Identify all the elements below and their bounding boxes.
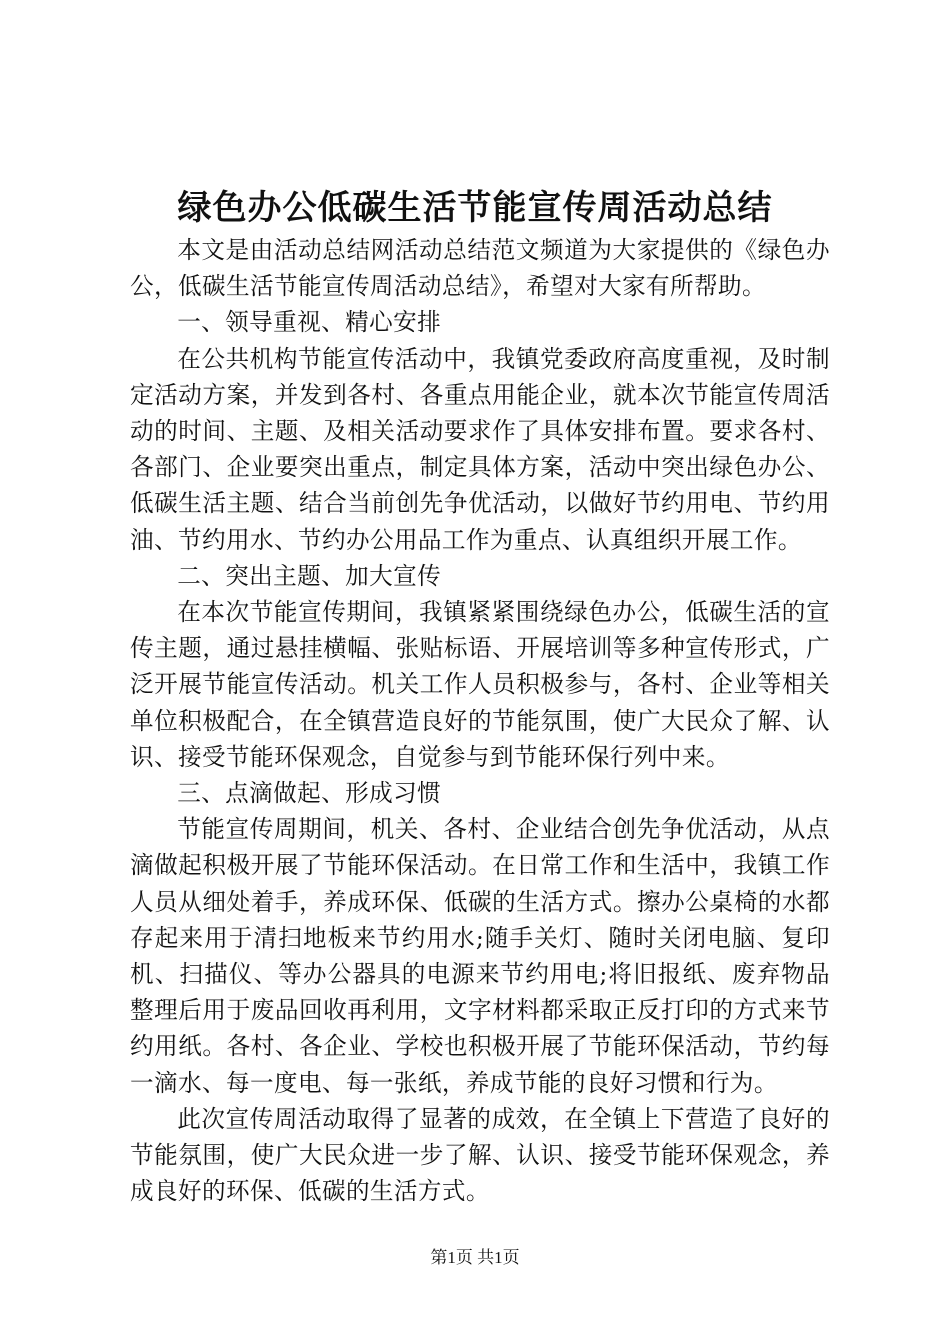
document-body: [130, 232, 830, 1209]
body-paragraph: 在公共机构节能宣传活动中，我镇党委政府高度重视，及时制定活动方案，并发到各村、各重点用能企业，就本次节能宣传周活动的时间、主题、及相关活动要求作了具体安排布置。要求各村、各部门、企业要突出重点，制定具体方案，活动中突出绿色办公、低碳生活主题、结合当前创先争优活动，以做好节约用电、节约用油、节约用水、节约办公用品工作为重点、认真组织开展工作。: [130, 344, 830, 554]
section-heading-2: 二、突出主题、加大宣传: [177, 561, 442, 590]
body-paragraph: 在本次节能宣传期间，我镇紧紧围绕绿色办公，低碳生活的宣传主题，通过悬挂横幅、张贴标语、开展培训等多种宣传形式，广泛开展节能宣传活动。机关工作人员积极参与，各村、企业等相关单位积极配合，在全镇营造良好的节能氛围，使广大民众了解、认识、接受节能环保观念，自觉参与到节能环保行列中来。: [130, 598, 830, 771]
section-heading-1: 一、领导重视、精心安排: [177, 308, 442, 337]
section-heading-3: 三、点滴做起、形成习惯: [177, 779, 442, 808]
closing-paragraph: 此次宣传周活动取得了显著的成效，在全镇上下营造了良好的节能氛围，使广大民众进一步了解、认识、接受节能环保观念，养成良好的环保、低碳的生活方式。: [130, 1104, 830, 1206]
body-paragraph: 节能宣传周期间，机关、各村、企业结合创先争优活动，从点滴做起积极开展了节能环保活动。在日常工作和生活中，我镇工作人员从细处着手，养成环保、低碳的生活方式。擦办公桌椅的水都存起来用于清扫地板来节约用水;随手关灯、随时关闭电脑、复印机、扫描仪、等办公器具的电源来节约用电;将旧报纸、废弃物品整理后用于废品回收再利用，文字材料都采取正反打印的方式来节约用纸。各村、各企业、学校也积极开展了节能环保活动，节约每一滴水、每一度电、每一张纸，养成节能的良好习惯和行为。: [130, 815, 830, 1097]
intro-paragraph: 本文是由活动总结网活动总结范文频道为大家提供的《绿色办公，低碳生活节能宣传周活动总结》，希望对大家有所帮助。: [130, 236, 830, 301]
document-title: 绿色办公低碳生活节能宣传周活动总结: [177, 188, 773, 228]
page-footer: 第1页 共1页: [430, 1248, 520, 1267]
